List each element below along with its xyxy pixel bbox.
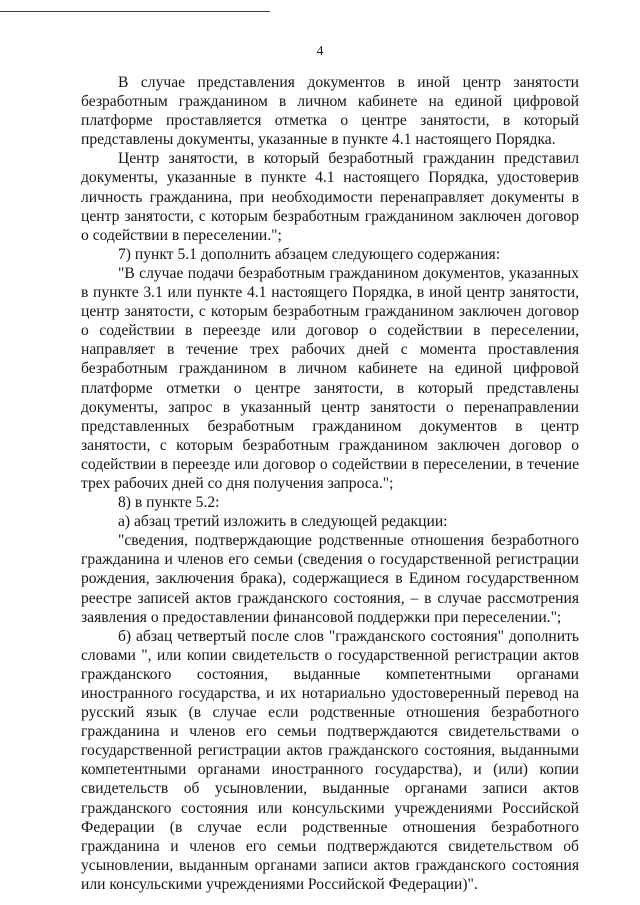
- paragraph: б) абзац четвертый после слов "гражданского состояния" дополнить словами ", или копии свидетельств о государственной регистрации актов гражданского состояния, выданные компетентными органами иностранного государства, и их нотариально удостоверенный перевод на русский язык (в случае если родственные отношения безработного гражданина и членов его семьи подтверждаются свидетельствами о государственной регистрации актов гражданского состояния, выданными компетентными органами иностранного государства), и (или) копии свидетельств об усыновлении, выданные органами записи актов гражданского состояния или консульскими учреждениями Российской Федерации (в случае если родственные отношения безработного гражданина и членов его семьи подтверждаются свидетельством об усыновлении, выданным органами записи актов гражданского состояния или консульскими учреждениями Российской Федерации)".: [81, 627, 579, 893]
- top-rule: [0, 11, 270, 12]
- paragraph: Центр занятости, в который безработный гражданин представил документы, указанные в пункте 4.1 настоящего Порядка, удостоверив личность гражданина, при необходимости перенаправляет документы в центр занятости, с которым безработным гражданином заключен договор о содействии в переселении.";: [81, 150, 579, 244]
- paragraph: В случае представления документов в иной центр занятости безработным гражданином в личном кабинете на единой цифровой платформе проставляется отметка о центре занятости, в который представлены документы, указанные в пункте 4.1 настоящего Порядка.: [81, 74, 579, 149]
- document-body: [81, 73, 579, 894]
- paragraph: 8) в пункте 5.2:: [118, 494, 220, 512]
- paragraph: "сведения, подтверждающие родственные отношения безработного гражданина и членов его семьи (сведения о государственной регистрации рождения, заключения брака), содержащиеся в Едином государственном реестре записей актов гражданского состояния, – в случае рассмотрения заявления о предоставлении финансовой поддержки при переселении.";: [81, 532, 579, 626]
- paragraph: "В случае подачи безработным гражданином документов, указанных в пункте 3.1 или пункте 4.1 настоящего Порядка, в иной центр занятости, центр занятости, с которым безработным гражданином заключен договор о содействии в переезде или договор о содействии в переселении, направляет в течение трех рабочих дней с момента проставления безработным гражданином в личном кабинете на единой цифровой платформе отметки о центре занятости, в который представлены документы, запрос в указанный центр занятости о перенаправлении представленных безработным гражданином документов в центр занятости, с которым безработным гражданином заключен договор о содействии в переезде или договор о содействии в переселении, в течение трех рабочих дней со дня получения запроса.";: [81, 264, 579, 492]
- paragraph: а) абзац третий изложить в следующей редакции:: [118, 513, 448, 531]
- paragraph: 7) пункт 5.1 дополнить абзацем следующего содержания:: [118, 245, 501, 263]
- page-number: 4: [316, 44, 324, 59]
